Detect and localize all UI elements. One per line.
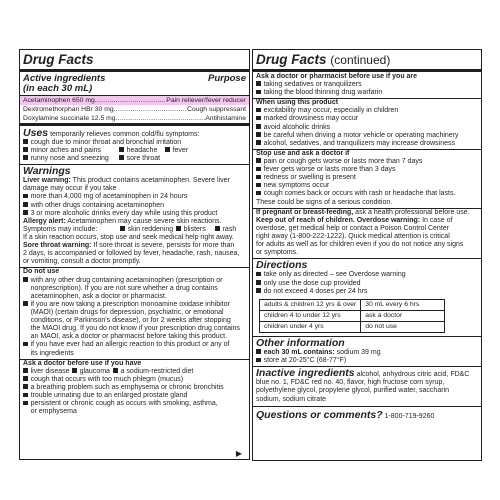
leader-dots	[114, 105, 187, 114]
inactive-ingredients-text: polyethylene glycol, propylene glycol, purified water, saccharin	[256, 387, 449, 395]
bullet-square	[256, 191, 261, 196]
do-not-use-item-text: its ingredients	[30, 349, 74, 357]
directions-section	[253, 259, 481, 333]
do-not-use-item-text: (MAOI) (certain drugs for depression, psychiatric, or emotional	[30, 309, 224, 317]
when-using-item	[256, 124, 478, 132]
do-not-use-item	[23, 309, 246, 317]
overdose-text: overdose, get medical help or contact a Poison Control Center	[256, 224, 449, 232]
do-not-use-item-text: an MAOI, ask a doctor or pharmacist before taking this product.	[30, 333, 228, 341]
do-not-use-item	[23, 350, 246, 358]
when-using-list	[256, 107, 478, 148]
leader-dots	[116, 114, 206, 123]
ingredient-purpose: Pain reliever/fever reducer	[166, 96, 246, 104]
bullet-square	[256, 167, 261, 172]
stop-use-item	[256, 158, 478, 166]
sore-throat-text: or vomiting, consult a doctor promptly.	[23, 258, 141, 266]
questions-heading: Questions or comments?	[256, 408, 383, 421]
do-not-use-item	[23, 341, 246, 349]
bullet-square	[256, 288, 261, 293]
do-not-use-item	[23, 325, 246, 333]
bullet-square	[256, 349, 261, 354]
bullet-square	[256, 175, 261, 180]
leader-dots	[95, 96, 166, 105]
when-using-item-text: excitability may occur, especially in children	[263, 107, 399, 115]
do-not-use-list	[23, 277, 246, 358]
stop-use-item	[256, 166, 478, 174]
bullet-square	[256, 90, 261, 95]
do-not-use-item	[23, 293, 246, 301]
symptom-item: skin reddening	[127, 225, 174, 233]
ingredient-purpose: Cough suppressant	[187, 105, 246, 113]
ingredient-name: Dextromethorphan HBr 30 mg	[23, 105, 114, 113]
ask-doctor-item-text: or emphysema	[30, 408, 77, 416]
bullet-square	[256, 81, 261, 86]
ask-pharmacist-list	[256, 81, 478, 97]
do-not-use-item	[23, 333, 246, 341]
ask-doctor-item	[23, 376, 246, 384]
directions-item	[256, 271, 478, 279]
ask-pharmacist-item	[256, 89, 478, 97]
ask-doctor-item: glaucoma	[79, 367, 110, 375]
other-information-section	[253, 337, 481, 365]
when-using-item	[256, 115, 478, 123]
continue-arrow-icon: ▶	[235, 448, 242, 458]
ask-doctor-item-text: persistent or chronic cough as occurs with smoking, asthma,	[30, 400, 218, 408]
ask-doctor-item	[23, 384, 246, 392]
directions-item-text: do not exceed 4 doses per 24 hrs	[263, 287, 368, 295]
when-using-item	[256, 107, 478, 115]
liver-warning-item: with other drugs containing acetaminophen	[30, 201, 165, 209]
stop-use-item-text: fever gets worse or lasts more than 3 days	[263, 166, 396, 174]
stop-use-item	[256, 174, 478, 182]
overdose-lines	[256, 225, 478, 257]
allergy-alert-label: Allergy alert:	[23, 217, 66, 225]
inactive-ingredients-text: sodium, sodium citrate	[256, 395, 327, 403]
ask-doctor-item: a sodium-restricted diet	[120, 367, 194, 375]
sore-throat-text: 2 days, is accompanied or followed by fever, headache, rash, nausea,	[23, 250, 240, 258]
when-using-section	[253, 99, 481, 148]
bullet-square	[23, 376, 28, 381]
dosage-row	[260, 321, 445, 332]
inactive-ingredients-text: alcohol, anhydrous citric acid, FD&C	[354, 371, 470, 379]
bullet-square	[23, 301, 28, 306]
stop-use-item-text: redness or swelling is present	[263, 174, 356, 182]
ask-doctor-item	[23, 400, 246, 408]
other-information-heading: Other information	[256, 336, 345, 349]
pregnancy-overdose-section	[253, 209, 481, 258]
liver-warning-item: more than 4,000 mg of acetaminophen in 24 hours	[30, 193, 188, 201]
other-information-text: sodium 39 mg	[334, 348, 381, 356]
when-using-item-text: marked drowsiness may occur	[263, 115, 359, 123]
drug-facts-left-panel	[19, 49, 250, 460]
do-not-use-item	[23, 301, 246, 309]
uses-item: minor aches and pains	[30, 146, 102, 154]
allergy-alert-text: If a skin reaction occurs, stop use and seek medical help right away.	[23, 234, 234, 242]
other-information-text: store at 20-25°C (68-77°F)	[263, 357, 347, 365]
ask-pharmacist-item-text: taking the blood thinning drug warfarin	[263, 89, 383, 97]
stop-use-section	[253, 150, 481, 207]
directions-item-text: take only as directed – see Overdose warning	[263, 271, 406, 279]
other-information-list	[256, 349, 478, 365]
active-ingredients-subheading: (in each 30 mL)	[23, 82, 93, 94]
active-ingredients-heading: Active ingredients	[23, 72, 106, 84]
ingredient-row	[20, 114, 249, 123]
dosage-row	[260, 299, 445, 310]
do-not-use-item	[23, 285, 246, 293]
warnings-section	[20, 165, 249, 266]
pregnancy-label: If pregnant or breast-feeding,	[256, 208, 354, 216]
inactive-ingredients-heading: Inactive ingredients	[256, 367, 355, 380]
dosage-row	[260, 310, 445, 321]
do-not-use-item-text: with any other drug containing acetaminophen (prescription or	[30, 276, 223, 284]
allergy-alert-text: Acetaminophen may cause severe skin reactions.	[65, 217, 222, 225]
purpose-heading: Purpose	[207, 72, 246, 84]
stop-use-list	[256, 158, 478, 199]
directions-item	[256, 280, 478, 288]
bullet-square	[256, 280, 261, 285]
drug-facts-continued-title: Drug Facts	[256, 52, 327, 67]
bullet-square	[23, 401, 28, 406]
do-not-use-item-text: nonprescription). If you are not sure whether a drug contains	[30, 284, 218, 292]
dosage-amount: ask a doctor	[361, 310, 445, 321]
do-not-use-item-text: acetaminophen, ask a doctor or pharmacist.	[30, 292, 167, 300]
other-information-item	[256, 357, 478, 365]
ask-doctor-item-text: a breathing problem such as emphysema or chronic bronchitis	[30, 384, 224, 391]
stop-use-item-text: cough comes back or occurs with rash or headache that lasts.	[263, 190, 456, 198]
when-using-item-text: alcohol, sedatives, and tranquilizers may increase drowsiness	[263, 139, 456, 147]
uses-intro: temporarily relieves common cold/flu symptoms:	[50, 130, 200, 138]
liver-warning-text: This product contains acetaminophen. Severe liver	[70, 177, 230, 185]
bullet-square	[256, 272, 261, 277]
dosage-table	[259, 299, 445, 333]
do-not-use-item-text: the MAOI drug. If you do not know if your prescription drug contains	[30, 325, 240, 333]
inactive-ingredients-section	[253, 367, 481, 404]
other-information-label: each 30 mL contains:	[263, 348, 335, 356]
stop-use-note: These could be signs of a serious condition.	[256, 198, 393, 206]
when-using-item-text: be careful when driving a motor vehicle or operating machinery	[263, 131, 459, 139]
keep-out-of-reach-label: Keep out of reach of children. Overdose warning:	[256, 216, 421, 224]
ingredient-purpose: Antihistamine	[205, 114, 246, 122]
bullet-square	[256, 183, 261, 188]
ask-doctor-item	[23, 392, 246, 400]
when-using-heading: When using this product	[256, 99, 339, 107]
when-using-item	[256, 132, 478, 140]
liver-warning-text: damage may occur if you take	[23, 185, 117, 193]
uses-item: runny nose and sneezing	[30, 154, 109, 162]
dosage-age: adults & children 12 yrs & over	[260, 299, 361, 310]
ask-doctor-section	[20, 360, 249, 417]
symptoms-label: Symptoms may include:	[23, 225, 98, 233]
do-not-use-item-text: if you are now taking a prescription monoamine oxidase inhibitor	[30, 300, 230, 308]
do-not-use-item-text: if you have ever had an allergic reaction to this product or any of	[30, 341, 230, 349]
inactive-ingredients-text: blue no. 1, FD&C red no. 40, flavor, high fructose corn syrup,	[256, 379, 445, 387]
ask-doctor-item-text: trouble urinating due to an enlarged prostate gland	[30, 392, 188, 400]
uses-item: headache	[126, 146, 158, 154]
symptom-item: blisters	[183, 225, 206, 233]
overdose-text: for adults as well as for children even if you do not notice any signs	[256, 241, 464, 249]
ask-doctor-item: liver disease	[30, 367, 70, 375]
liver-warning-label: Liver warning:	[23, 177, 71, 185]
directions-heading: Directions	[256, 259, 308, 272]
stop-use-item-text: pain or cough gets worse or lasts more than 7 days	[263, 158, 423, 165]
ingredient-row	[20, 96, 249, 105]
pregnancy-text: ask a health professional before use.	[353, 208, 470, 216]
ingredients-list	[20, 96, 249, 123]
uses-item: fever	[172, 146, 189, 154]
bullet-square	[256, 358, 261, 363]
ask-doctor-list	[23, 376, 246, 417]
bullet-square	[256, 132, 261, 137]
directions-item	[256, 288, 478, 296]
ask-doctor-heading: Ask a doctor before use if you have	[23, 359, 142, 367]
bullet-square	[256, 140, 261, 145]
ingredient-name: Doxylamine succinate 12.5 mg	[23, 114, 116, 122]
stop-use-item	[256, 190, 478, 198]
uses-heading: Uses	[23, 126, 49, 139]
active-ingredients-header	[20, 72, 249, 94]
bullet-square	[23, 384, 28, 389]
uses-item: sore throat	[126, 154, 161, 162]
ask-doctor-item	[23, 408, 246, 416]
do-not-use-item-text: conditions, or Parkinson's disease), or for 2 weeks after stopping	[30, 317, 231, 325]
bullet-square	[256, 116, 261, 121]
ask-pharmacist-heading: Ask a doctor or pharmacist before use if you are	[256, 72, 418, 80]
other-information-item	[256, 349, 478, 357]
bullet-square	[256, 124, 261, 129]
ask-doctor-item-text: cough that occurs with too much phlegm (mucus)	[30, 375, 184, 383]
dosage-age: children under 4 yrs	[260, 321, 361, 332]
dosage-amount: do not use	[361, 321, 445, 332]
drug-facts-right-panel	[252, 49, 482, 461]
dosage-age: children 4 to under 12 yrs	[260, 310, 361, 321]
overdose-text: right away (1-800-222-1222). Quick medical attention is critical	[256, 232, 450, 240]
overdose-text: In case of	[420, 216, 453, 224]
inactive-ingredients-lines	[256, 379, 478, 403]
when-using-item	[256, 140, 478, 148]
continued-label: (continued)	[330, 53, 391, 67]
sore-throat-text: If sore throat is severe, persists for more than	[91, 242, 235, 250]
bullet-square	[256, 108, 261, 113]
directions-list	[256, 271, 478, 295]
stop-use-item-text: new symptoms occur	[263, 182, 330, 190]
bullet-square	[23, 342, 28, 347]
do-not-use-section	[20, 268, 249, 357]
ingredient-row	[20, 105, 249, 114]
do-not-use-heading: Do not use	[23, 268, 60, 276]
uses-section	[20, 126, 249, 164]
do-not-use-item	[23, 277, 246, 285]
ask-pharmacist-item-text: taking sedatives or tranquilizers	[263, 81, 362, 89]
ask-pharmacist-section	[253, 72, 481, 97]
ingredient-name: Acetaminophen 650 mg	[23, 96, 95, 104]
stop-use-item	[256, 182, 478, 190]
sore-throat-label: Sore throat warning:	[23, 242, 92, 250]
dosage-amount: 30 mL every 6 hrs	[361, 299, 445, 310]
warnings-heading: Warnings	[23, 165, 71, 178]
directions-item-text: only use the dose cup provided	[263, 279, 361, 287]
liver-warning-item: 3 or more alcoholic drinks every day while using this product	[30, 209, 218, 217]
do-not-use-item	[23, 317, 246, 325]
bullet-square	[256, 158, 261, 163]
ask-pharmacist-item	[256, 81, 478, 89]
drug-facts-title: Drug Facts	[23, 52, 94, 67]
overdose-text: or symptoms.	[256, 249, 299, 257]
phone-number: 1-800-719-9260	[384, 412, 435, 420]
symptom-item: rash	[222, 225, 237, 233]
when-using-item-text: avoid alcoholic drinks	[263, 123, 331, 131]
bullet-square	[23, 277, 28, 282]
uses-item: cough due to minor throat and bronchial irritation	[30, 138, 182, 146]
questions-section	[253, 407, 481, 421]
stop-use-heading: Stop use and ask a doctor if	[256, 149, 350, 157]
bullet-square	[23, 393, 28, 398]
